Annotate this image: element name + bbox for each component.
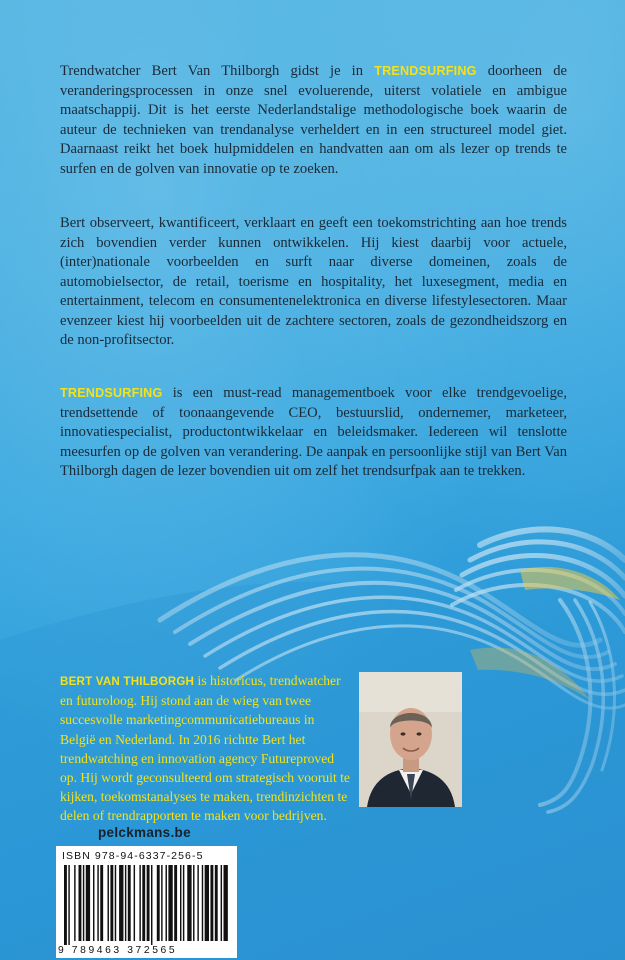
description-paragraph-2: Bert observeert, kwantificeert, verklaart en geeft een toekomstrichting aan hoe trends zich bovendien verder kunnen ontwikkelen. Hij kiest daarbij voor actuele, (inter)nationale voorbeelden en surft naar diverse domeinen, zoals de automobielsector, de retail, toerisme en hospitality, het luxesegment, media en entertainment, telecom en consumentenelektronica en diverse lifestylesectoren. Maar evenzeer kiest hij voorbeelden uit de zachtere sectoren, zoals de gezondheidszorg en de non-profitsector. [60, 215, 567, 348]
barcode-bar [108, 865, 109, 941]
publisher-website: pelckmans.be [98, 825, 191, 840]
barcode-bar [134, 865, 135, 941]
barcode-bars [64, 865, 229, 945]
author-name: BERT VAN THILBORGH [60, 675, 195, 688]
barcode-bar [100, 865, 103, 941]
barcode-bar [197, 865, 198, 941]
barcode-bar [210, 865, 213, 941]
barcode-bar [161, 865, 162, 941]
description-paragraph-3: TRENDSURFING is een must-read managementboek voor elke trendgevoelige, trendsettende of toonaangevende CEO, bestuurslid, ondernemer, marketeer, innovatiespecialist, productontwikkelaar en beleidsmaker. Iedereen wil tenslotte meesurfen op de golven van verandering. De aanpak en persoonlijke stijl van Bert Van Thilborgh dagen de lezer bovendien uit om zelf het trendsurfpak aan te trekken. [60, 385, 567, 479]
barcode-bar [174, 865, 177, 941]
barcode-bar [151, 865, 152, 945]
author-photo [359, 672, 462, 807]
barcode-bar [183, 865, 184, 941]
barcode-bar [147, 865, 150, 941]
barcode-bar [142, 865, 145, 941]
barcode-bar [202, 865, 203, 941]
book-title-highlight: TRENDSURFING [60, 386, 163, 400]
barcode-bar [193, 865, 194, 941]
barcode-bar [125, 865, 126, 941]
barcode-bar [166, 865, 167, 941]
barcode-bar [64, 865, 67, 945]
barcode-bar [83, 865, 84, 941]
barcode-bar [119, 865, 123, 941]
isbn-label: ISBN 978-94-6337-256-5 [62, 850, 204, 862]
barcode-bar [221, 865, 222, 941]
barcode-bar [205, 865, 209, 941]
barcode-bar [110, 865, 113, 941]
barcode-bar [97, 865, 98, 941]
barcode-bar [215, 865, 218, 941]
isbn-barcode [56, 846, 237, 958]
barcode-bar [128, 865, 131, 941]
barcode-bar [139, 865, 140, 941]
isbn-digits: 9 789463 372565 [58, 945, 178, 956]
barcode-bar [157, 865, 160, 941]
barcode-bar [224, 865, 228, 941]
book-title-highlight: TRENDSURFING [374, 64, 477, 78]
barcode-bar [187, 865, 191, 941]
barcode-bar [168, 865, 172, 941]
barcode-bar [74, 865, 75, 941]
barcode-bar [79, 865, 82, 941]
barcode-bar [93, 865, 94, 941]
barcode-bar [68, 865, 69, 945]
author-bio: BERT VAN THILBORGH is historicus, trendwatcher en futuroloog. Hij stond aan de wieg van twee succesvolle marketingcommunicatiebureaus in België en Nederland. In 2016 richtte Bert het trendwatching en innovation agency Futureproved op. Hij wordt geconsulteerd om strategisch vooruit te kijken, toekomstanalyses te maken, trendinzichten te delen of trendrapporten te maken voor bedrijven. [60, 673, 350, 824]
barcode-bar [180, 865, 181, 941]
barcode-bar [86, 865, 90, 941]
barcode-bar [115, 865, 116, 941]
description-paragraph-1: Trendwatcher Bert Van Thilborgh gidst je in TRENDSURFING doorheen de veranderingsprocessen in onze snel evoluerende, uiterst volatiele en ambigue maatschappij. Dit is het eerste Nederlandstalige methodologische boek waarin de auteur de technieken van trendanalyse verheldert en in een structureel model giet. Daarnaast reikt het boek hulpmiddelen en handvatten aan om als lezer op trends te surfen en de golven van innovatie op te zoeken. [60, 63, 568, 177]
